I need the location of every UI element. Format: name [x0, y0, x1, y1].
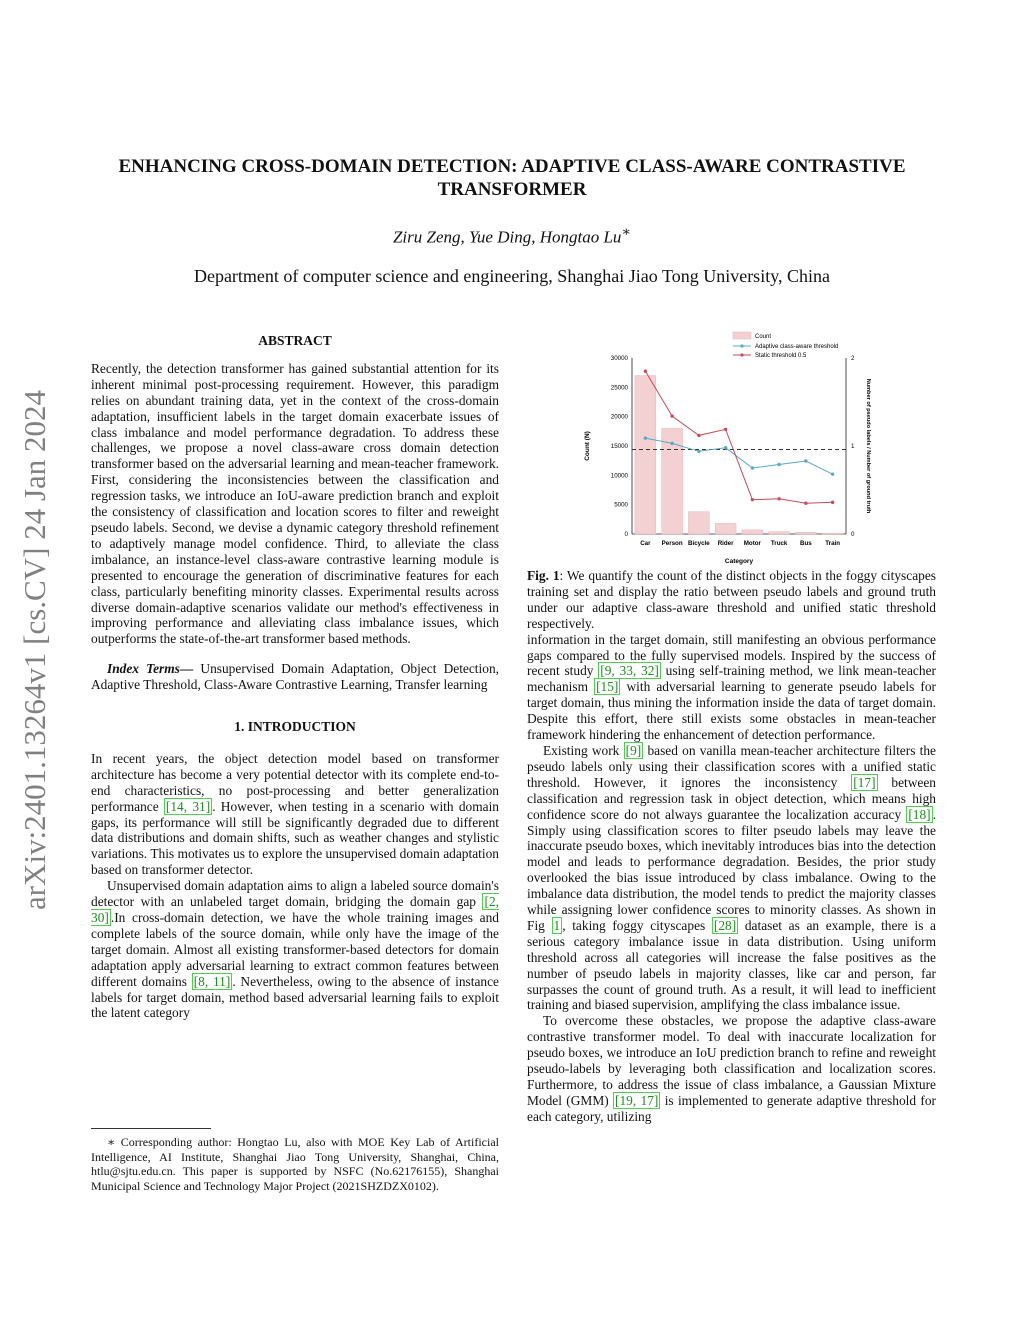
paper-title: ENHANCING CROSS-DOMAIN DETECTION: ADAPTIVE CLASS-AWARE CONTRASTIVE TRANSFORMER: [118, 156, 906, 200]
data-point-static: [804, 502, 807, 505]
count-bar: [822, 533, 843, 534]
y-tick-label: 25000: [610, 384, 628, 392]
count-bar: [795, 532, 816, 534]
arxiv-identifier: arXiv:2401.13264v1 [cs.CV] 24 Jan 2024: [17, 389, 52, 911]
intro-heading: 1. INTRODUCTION: [234, 719, 356, 735]
footnote-text: Corresponding author: Hongtao Lu, also with MOE Key Lab of Artificial Intelligence, AI Institute, Shanghai Jiao Tong University, Shanghai, China, htlu@sjtu.edu.cn. This paper is supported by NSFC (No.62176155), Shanghai Municipal Science and Technology Major Project (2021SHZDZX0102).: [91, 1135, 499, 1193]
y-tick-label: 15000: [610, 443, 628, 450]
citation-link[interactable]: [19, 17]: [615, 1092, 659, 1108]
citation-link[interactable]: [17]: [853, 774, 876, 790]
x-tick-label: Train: [825, 540, 841, 547]
index-terms-text: Unsupervised Domain Adaptation, Object Detection, Adaptive Threshold, Class-Aware Contrastive Learning, Transfer learning: [91, 661, 499, 693]
y-tick-label: 10000: [610, 472, 628, 480]
author-names: Ziru Zeng, Yue Ding, Hongtao Lu: [392, 227, 622, 247]
citation-link[interactable]: [18]: [908, 806, 931, 822]
y-tick-label: 0: [624, 531, 628, 538]
data-point-static: [644, 370, 647, 373]
data-point-adaptive: [831, 472, 834, 475]
legend-label-count: Count: [755, 334, 772, 340]
count-bar: [635, 376, 656, 534]
x-tick-label: Bicycle: [688, 540, 710, 547]
right-paragraph-2: Existing work [9] based on vanilla mean-teacher architecture filters the pseudo labels only using their classification scores with a unified static threshold. However, it ignores the inconsistency [17] between classification and regression task in object detection, which means high confidence score do not always guarantee the localization accuracy [18] . Simply using classification scores to filter pseudo labels may leave the inaccurate pseudo boxes, which inevitably introduces bias into the detection model and leads to performance degradation. Besides, the prior study overlooked the bias issue introduced by class imbalance. Owing to the imbalance data distribution, the model tends to predict the majority classes while assigning lower confidence scores to minority classes. As shown in Fig 1 , taking foggy cityscapes [28] dataset as an example, there is a serious category imbalance issue in data distribution. Using uniform threshold across all categories will increase the false positives as the number of pseudo labels in majority classes, like car and person, far surpasses the count of ground truth. As a result, it will lead to inefficient training and biased supervision, amplifying the class imbalance issue.: [527, 742, 936, 1013]
citation-link[interactable]: [8, 11]: [193, 973, 231, 989]
data-point-static: [724, 428, 727, 431]
y-axis-label: Count (N): [584, 431, 591, 461]
index-terms-label: Index Terms—: [107, 661, 194, 677]
category-tick-labels: [640, 540, 840, 547]
chart-legend: [733, 332, 838, 359]
author-list: [0, 224, 1024, 248]
figure-label: Fig. 1: [527, 568, 560, 583]
index-terms: [91, 661, 499, 693]
count-bar: [688, 512, 709, 534]
x-tick-label: Truck: [770, 540, 788, 547]
y-tick-label: 30000: [610, 355, 628, 362]
right-axis-label: Number of pseudo labels / Number of ground truth: [865, 378, 871, 514]
x-tick-label: Person: [661, 540, 683, 547]
abstract-heading: ABSTRACT: [258, 333, 332, 348]
figure-link[interactable]: 1: [553, 917, 561, 933]
x-tick-label: Rider: [717, 540, 734, 547]
citation-link[interactable]: [14, 31]: [165, 798, 211, 814]
right-paragraph-3: To overcome these obstacles, we propose the adaptive class-aware contrastive transformer model. To deal with inaccurate localization for pseudo boxes, we introduce an IoU prediction branch to refine and reweight pseudo-labels by leveraging both classification and localization scores. Furthermore, to address the issue of class imbalance, a Gaussian Mixture Model (GMM) [19, 17] is implemented to generate adaptive threshold for each category, utilizing: [527, 1013, 936, 1124]
left-tick-labels: [611, 355, 629, 538]
data-point-static: [831, 501, 834, 504]
intro-paragraph-1: In recent years, the object detection model based on transformer architecture has become a very potential detector with its complete end-to-end characteristics, no post-processing and better generalization performance [14, 31] . However, when testing in a scenario with domain gaps, its performance will still be significantly degraded due to different data distributions and domain shifts, such as weather changes and stylistic variations. This motivates us to explore the unsupervised domain adaptation based on transformer detector.: [91, 750, 499, 878]
data-point-adaptive: [644, 436, 647, 439]
footnote-mark: ∗: [107, 1135, 116, 1149]
legend-label-static: Static threshold 0.5: [755, 353, 807, 359]
citation-link[interactable]: [15]: [596, 679, 619, 695]
legend-marker-static: [740, 353, 743, 356]
citation-link[interactable]: [9, 33, 32]: [600, 663, 659, 679]
right-tick-label: 1: [851, 443, 855, 450]
x-tick-label: Bus: [800, 540, 812, 547]
data-point-static: [670, 414, 673, 417]
y-tick-label: 5000: [614, 501, 628, 509]
right-tick-labels: [851, 355, 855, 538]
left-column: [91, 333, 499, 1021]
data-point-adaptive: [804, 459, 807, 462]
x-tick-label: Motor: [743, 540, 761, 547]
legend-label-adaptive: Adaptive class-aware threshold: [755, 344, 839, 350]
data-point-adaptive: [670, 442, 673, 445]
legend-marker-adaptive: [740, 344, 743, 347]
right-paragraph-1: information in the target domain, still manifesting an obvious performance gaps compared to the fully supervised models. Inspired by the success of recent study [9, 33, 32] using self-training method, we link mean-teacher mechanism [15] with adversarial learning to generate pseudo labels for target domain, thus mining the information inside the data of target domain. Despite this effort, there still exists some obstacles in mean-teacher framework hindering the enhancement of detection performance.: [527, 631, 936, 743]
y-tick-label: 20000: [610, 413, 628, 421]
figure-1-caption: [527, 568, 936, 632]
citation-link[interactable]: [9]: [625, 742, 642, 758]
x-axis-label: Category: [724, 558, 754, 565]
corresponding-mark: ∗: [621, 224, 632, 240]
intro-paragraph-2: Unsupervised domain adaptation aims to align a labeled source domain's detector with an unlabeled target domain, bridging the domain gap [2, 30] .In cross-domain detection, we have the whole training images and complete labels of the source domain, while only have the image of the target domain. Almost all existing transformer-based detectors for domain adaptation apply adversarial learning to extract common features between different domains [8, 11] . Nevertheless, owing to the absence of instance labels for target domain, method based adversarial learning fails to exploit the latent category: [91, 878, 499, 1021]
right-column: [527, 568, 936, 1125]
count-bar: [769, 532, 790, 534]
data-point-adaptive: [724, 446, 727, 449]
abstract-text: Recently, the detection transformer has gained substantial attention for its inherent minimal post-processing requirement. However, this paradigm relies on abundant training data, yet in the context of the cross-domain adaptation, insufficient labels in the target domain exacerbate issues of class imbalance and model performance degradation. To address these challenges, we propose a novel class-aware cross domain detection transformer based on the adversarial learning and mean-teacher framework. First, considering the inconsistencies between the classification and regression tasks, we introduce an IoU-aware prediction branch and exploit the consistency of classification and location scores to filter and reweight pseudo labels. Second, we devise a dynamic category threshold refinement to adaptively manage model confidence. Third, to alleviate the class imbalance, an instance-level class-aware contrastive learning module is presented to encourage the generation of discriminative features for each class, particularly benefiting minority classes. Experimental results across diverse domain-adaptive scenarios validate our method's effectiveness in improving performance and alleviating class imbalance issues, which outperforms the state-of-the-art transformer based methods.: [91, 360, 499, 647]
citation-link[interactable]: [28]: [713, 917, 737, 933]
x-tick-label: Car: [640, 540, 651, 547]
count-bars: [635, 376, 843, 534]
footnote: [91, 1135, 499, 1193]
data-point-adaptive: [777, 463, 780, 466]
affiliation: Department of computer science and engineering, Shanghai Jiao Tong University, China: [193, 266, 831, 286]
arxiv-stamp: [10, 350, 60, 950]
right-tick-label: 0: [851, 531, 855, 538]
figure-1-chart: [580, 328, 880, 568]
data-point-adaptive: [751, 466, 754, 469]
data-point-static: [751, 498, 754, 501]
citation-link[interactable]: [2, 30]: [91, 894, 499, 925]
legend-swatch-count: [733, 332, 751, 339]
count-bar: [742, 530, 763, 534]
right-tick-label: 2: [851, 355, 855, 362]
caption-text: : We quantify the count of the distinct objects in the foggy cityscapes training set and display the ratio between pseudo labels and ground truth under our adaptive class-aware threshold and unified static threshold respectively.: [527, 568, 936, 631]
footnote-rule: [91, 1128, 211, 1129]
count-bar: [715, 523, 736, 534]
data-point-static: [697, 434, 700, 437]
data-point-adaptive: [697, 450, 700, 453]
data-point-static: [777, 497, 780, 500]
